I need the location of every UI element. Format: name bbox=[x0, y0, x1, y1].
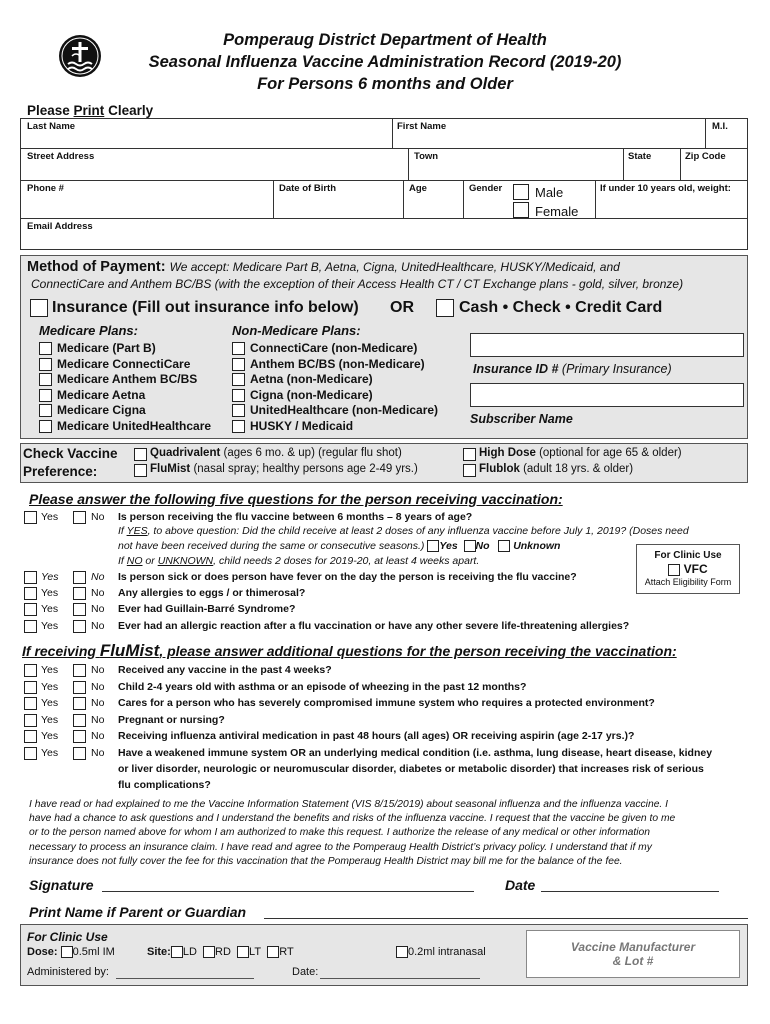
flumist-yes-label: Yes bbox=[41, 747, 59, 759]
clinic-date-label: Date: bbox=[292, 966, 319, 978]
flumist-no-label: No bbox=[91, 714, 105, 726]
flumist-yes-checkbox[interactable] bbox=[24, 714, 37, 727]
female-label: Female bbox=[535, 204, 579, 219]
flumist-yes-checkbox[interactable] bbox=[24, 664, 37, 677]
question-text: Is person receiving the flu vaccine between 6 months – 8 years of age? bbox=[118, 511, 473, 523]
non-medicare-plan-checkbox[interactable] bbox=[232, 373, 245, 386]
email-label: Email Address bbox=[27, 221, 93, 232]
medicare-plan-checkbox[interactable] bbox=[39, 373, 52, 386]
print-name-label: Print Name if Parent or Guardian bbox=[29, 904, 247, 920]
last-name-label: Last Name bbox=[27, 121, 76, 132]
flumist-question-text: Cares for a person who has severely compromised immune system who requires a protected environment? bbox=[118, 697, 655, 709]
question-yes-checkbox[interactable] bbox=[24, 511, 37, 524]
weight-field[interactable] bbox=[600, 198, 745, 214]
site-ld-checkbox[interactable] bbox=[171, 946, 183, 958]
medicare-plan-checkbox[interactable] bbox=[39, 389, 52, 402]
male-label: Male bbox=[535, 185, 564, 200]
flublok-label: Flublok (adult 18 yrs. & older) bbox=[479, 463, 634, 475]
doses-yes-checkbox[interactable] bbox=[427, 540, 439, 552]
medicare-plan-label: Medicare ConnectiCare bbox=[57, 356, 191, 371]
state-label: State bbox=[628, 151, 652, 162]
flumist-question-text: flu complications? bbox=[118, 779, 211, 791]
non-medicare-plan-label: Anthem BC/BS (non-Medicare) bbox=[250, 356, 425, 371]
intranasal-checkbox[interactable] bbox=[396, 946, 408, 958]
flublok-checkbox[interactable] bbox=[463, 464, 476, 477]
phone-label: Phone # bbox=[27, 183, 64, 194]
flumist-label: FluMist (nasal spray; healthy persons age 2-49 yrs.) bbox=[150, 463, 418, 475]
signature-label: Signature bbox=[29, 877, 94, 893]
question-yes-checkbox[interactable] bbox=[24, 571, 37, 584]
insurance-id-label: Insurance ID # (Primary Insurance) bbox=[473, 362, 672, 376]
consent-line: or to the person named above for whom I am authorized to make this request. I authorize the release of any medical or other information bbox=[29, 827, 651, 839]
flumist-question-text: Received any vaccine in the past 4 weeks? bbox=[118, 664, 332, 676]
clinic-use-title: For Clinic Use bbox=[654, 550, 722, 561]
flumist-yes-checkbox[interactable] bbox=[24, 681, 37, 694]
manufacturer-line-1: Vaccine Manufacturer bbox=[570, 940, 696, 954]
question-no-label: No bbox=[91, 571, 105, 583]
flumist-no-checkbox[interactable] bbox=[73, 697, 86, 710]
question-no-checkbox[interactable] bbox=[73, 603, 86, 616]
question-text: Ever had Guillain-Barré Syndrome? bbox=[118, 603, 296, 615]
preference-label: Preference: bbox=[23, 464, 98, 479]
question-no-label: No bbox=[91, 511, 105, 523]
cash-checkbox[interactable] bbox=[436, 299, 454, 317]
medicare-plan-checkbox[interactable] bbox=[39, 404, 52, 417]
question-yes-label: Yes bbox=[41, 620, 59, 632]
town-field[interactable] bbox=[414, 163, 619, 177]
question-yes-label: Yes bbox=[41, 587, 59, 599]
state-field[interactable] bbox=[628, 163, 676, 177]
signature-date-field[interactable] bbox=[541, 876, 719, 892]
flumist-checkbox[interactable] bbox=[134, 464, 147, 477]
cash-option-label: Cash • Check • Credit Card bbox=[459, 299, 663, 316]
question-text: Ever had an allergic reaction after a flu vaccination or have any other severe life-threatening allergies? bbox=[118, 620, 630, 632]
date-label: Date bbox=[505, 877, 536, 893]
question-yes-checkbox[interactable] bbox=[24, 587, 37, 600]
insurance-checkbox[interactable] bbox=[30, 299, 48, 317]
or-label: OR bbox=[390, 299, 414, 316]
flumist-no-label: No bbox=[91, 681, 105, 693]
dob-label: Date of Birth bbox=[279, 183, 336, 194]
non-medicare-plan-label: HUSKY / Medicaid bbox=[250, 418, 354, 433]
flumist-questions-heading: If receiving FluMist, please answer additional questions for the person receiving the vaccination: bbox=[22, 641, 677, 660]
zip-code-label: Zip Code bbox=[685, 151, 726, 162]
first-name-label: First Name bbox=[397, 121, 447, 132]
high-dose-label: High Dose (optional for age 65 & older) bbox=[479, 447, 682, 459]
question-no-checkbox[interactable] bbox=[73, 571, 86, 584]
question-no-label: No bbox=[91, 603, 105, 615]
non-medicare-plan-label: Cigna (non-Medicare) bbox=[250, 387, 373, 402]
question-text: Is person sick or does person have fever on the day the person is receiving the flu vaccine? bbox=[118, 571, 577, 583]
doses-no-checkbox[interactable] bbox=[464, 540, 476, 552]
consent-line: have had a chance to ask questions and I understand the benefits and risks of the influenza vaccine. I request that the vaccine be given to me bbox=[29, 813, 676, 825]
flumist-question-text: Have a weakened immune system OR an underlying medical condition (i.e. asthma, lung disease, heart disease, kidney bbox=[118, 747, 713, 759]
non-medicare-plan-checkbox[interactable] bbox=[232, 420, 245, 433]
question-no-checkbox[interactable] bbox=[73, 511, 86, 524]
consent-line: I have read or had explained to me the Vaccine Information Statement (VIS 8/15/2019) about seasonal influenza and the influenza vaccine. I bbox=[29, 799, 669, 810]
flumist-yes-label: Yes bbox=[41, 730, 59, 742]
street-address-field[interactable] bbox=[27, 163, 402, 177]
flumist-no-checkbox[interactable] bbox=[73, 714, 86, 727]
question-yes-checkbox[interactable] bbox=[24, 603, 37, 616]
male-checkbox[interactable] bbox=[513, 184, 529, 200]
medicare-plan-label: Medicare Cigna bbox=[57, 403, 146, 417]
flumist-yes-checkbox[interactable] bbox=[24, 730, 37, 743]
signature-field[interactable] bbox=[102, 876, 474, 892]
high-dose-checkbox[interactable] bbox=[463, 448, 476, 461]
question-no-label: No bbox=[91, 587, 105, 599]
medicare-plan-label: Medicare Anthem BC/BS bbox=[57, 372, 198, 386]
question-yes-label: Yes bbox=[41, 511, 59, 523]
payment-accept-line-2: ConnectiCare and Anthem BC/BS (with the exception of their Access Health CT / CT Exchange plans - gold, silver, bronze) bbox=[31, 277, 684, 291]
subscriber-name-label: Subscriber Name bbox=[470, 412, 573, 426]
sub-question-line-3: If NO or UNKNOWN, child needs 2 doses for 2019-20, at least 4 weeks apart. bbox=[118, 555, 480, 567]
title-line-1: Pomperaug District Department of Health bbox=[223, 31, 547, 49]
flumist-no-checkbox[interactable] bbox=[73, 730, 86, 743]
vaccine-manufacturer-box[interactable] bbox=[526, 930, 740, 978]
non-medicare-plan-checkbox[interactable] bbox=[232, 389, 245, 402]
last-name-field[interactable] bbox=[27, 132, 387, 146]
flumist-no-checkbox[interactable] bbox=[73, 681, 86, 694]
site-rt-checkbox[interactable] bbox=[267, 946, 279, 958]
question-no-checkbox[interactable] bbox=[73, 620, 86, 633]
payment-heading: Method of Payment: We accept: Medicare Part B, Aetna, Cigna, UnitedHealthcare, HUSKY/Medicaid, and bbox=[27, 259, 620, 275]
flumist-question-text: Receiving influenza antiviral medication in past 48 hours (all ages) OR receiving aspirin (age 2-17 yrs.)? bbox=[118, 730, 635, 742]
flumist-yes-checkbox[interactable] bbox=[24, 747, 37, 760]
site-lt-checkbox[interactable] bbox=[237, 946, 249, 958]
insurance-option-label: Insurance (Fill out insurance info below) bbox=[52, 299, 359, 316]
dose-row: Dose: 0.5ml IM bbox=[27, 946, 115, 958]
mi-field[interactable] bbox=[710, 132, 744, 146]
non-medicare-plan-label: UnitedHealthcare (non-Medicare) bbox=[250, 403, 439, 417]
non-medicare-plan-checkbox[interactable] bbox=[232, 358, 245, 371]
flumist-no-label: No bbox=[91, 697, 105, 709]
flumist-question-text: Pregnant or nursing? bbox=[118, 714, 225, 726]
site-rd-checkbox[interactable] bbox=[203, 946, 215, 958]
flumist-question-text: Child 2-4 years old with asthma or an episode of wheezing in the past 12 months? bbox=[118, 681, 527, 693]
medicare-plan-label: Medicare UnitedHealthcare bbox=[57, 418, 212, 433]
administered-by-label: Administered by: bbox=[27, 966, 109, 978]
medicare-plan-checkbox[interactable] bbox=[39, 420, 52, 433]
medicare-plan-label: Medicare Aetna bbox=[57, 387, 146, 402]
non-medicare-plan-label: Aetna (non-Medicare) bbox=[250, 372, 373, 386]
gender-label: Gender bbox=[469, 183, 503, 194]
medicare-plan-checkbox[interactable] bbox=[39, 342, 52, 355]
email-field[interactable] bbox=[27, 233, 742, 247]
medicare-plan-label: Medicare (Part B) bbox=[57, 341, 156, 355]
zip-code-field[interactable] bbox=[685, 163, 745, 177]
flumist-yes-label: Yes bbox=[41, 664, 59, 676]
questions-heading: Please answer the following five questions for the person receiving vaccination: bbox=[29, 491, 563, 507]
print-name-field[interactable] bbox=[264, 903, 748, 919]
quadrivalent-label: Quadrivalent (ages 6 mo. & up) (regular flu shot) bbox=[150, 447, 402, 459]
medicare-plan-checkbox[interactable] bbox=[39, 358, 52, 371]
flumist-yes-label: Yes bbox=[41, 714, 59, 726]
clinic-date-field[interactable] bbox=[320, 966, 480, 979]
dob-field[interactable] bbox=[279, 198, 399, 214]
vfc-row: VFC bbox=[637, 562, 739, 576]
mi-label: M.I. bbox=[712, 121, 728, 132]
non-medicare-plans-heading: Non-Medicare Plans: bbox=[232, 323, 361, 338]
clinic-use-vfc-box bbox=[636, 544, 740, 594]
title-line-3: For Persons 6 months and Older bbox=[257, 75, 513, 93]
question-yes-checkbox[interactable] bbox=[24, 620, 37, 633]
administered-by-field[interactable] bbox=[116, 966, 254, 979]
doses-unknown-checkbox[interactable] bbox=[498, 540, 510, 552]
flumist-yes-label: Yes bbox=[41, 697, 59, 709]
check-vaccine-label: Check Vaccine bbox=[23, 446, 118, 461]
non-medicare-plan-checkbox[interactable] bbox=[232, 342, 245, 355]
sub-question-line-2: not have been received during the same or consecutive seasons.) Yes No Unknown bbox=[118, 540, 561, 552]
insurance-id-field[interactable] bbox=[470, 333, 744, 357]
town-label: Town bbox=[414, 151, 439, 162]
female-checkbox[interactable] bbox=[513, 202, 529, 218]
clinic-use-heading: For Clinic Use bbox=[27, 930, 108, 944]
sub-question-line-1: If YES, to above question: Did the child receive at least 2 doses of any influenza vaccine before July 1, 2019? (Doses need bbox=[118, 525, 689, 537]
consent-line: insurance does not fully cover the fee for this vaccination that the Pomperaug Health District may bill me for the balance of the fee. bbox=[29, 855, 623, 867]
street-address-label: Street Address bbox=[27, 151, 95, 162]
flumist-question-text: or liver disorder, neurologic or neuromuscular disorder, diabetes or metabolic disorder) that increases risk of serious bbox=[118, 763, 704, 775]
flumist-no-label: No bbox=[91, 747, 105, 759]
intranasal-row: 0.2ml intranasal bbox=[396, 946, 486, 958]
flumist-yes-label: Yes bbox=[41, 681, 59, 693]
age-field[interactable] bbox=[409, 198, 459, 214]
question-no-label: No bbox=[91, 620, 105, 632]
non-medicare-plan-checkbox[interactable] bbox=[232, 404, 245, 417]
consent-line: necessary to process an insurance claim. I have read and agree to the Pomperaug Health District’s privacy policy. I understand that if my bbox=[29, 841, 652, 853]
attach-eligibility-label: Attach Eligibility Form bbox=[644, 577, 732, 587]
flumist-no-label: No bbox=[91, 664, 105, 676]
question-text: Any allergies to eggs / or thimerosal? bbox=[118, 587, 306, 599]
non-medicare-plan-label: ConnectiCare (non-Medicare) bbox=[250, 341, 418, 355]
flumist-no-checkbox[interactable] bbox=[73, 747, 86, 760]
dose-im-checkbox[interactable] bbox=[61, 946, 73, 958]
flumist-yes-checkbox[interactable] bbox=[24, 697, 37, 710]
phone-field[interactable] bbox=[27, 198, 267, 214]
vfc-checkbox[interactable] bbox=[668, 564, 680, 576]
flumist-no-checkbox[interactable] bbox=[73, 664, 86, 677]
subscriber-name-field[interactable] bbox=[470, 383, 744, 407]
site-row: Site: LD RD LT RT bbox=[147, 946, 294, 958]
quadrivalent-checkbox[interactable] bbox=[134, 448, 147, 461]
question-yes-label: Yes bbox=[41, 603, 59, 615]
title-line-2: Seasonal Influenza Vaccine Administration Record (2019-20) bbox=[148, 53, 622, 71]
flumist-no-label: No bbox=[91, 730, 105, 742]
first-name-field[interactable] bbox=[397, 132, 697, 146]
please-print-clearly: Please Print Clearly bbox=[27, 103, 154, 118]
weight-label: If under 10 years old, weight: bbox=[600, 183, 731, 194]
question-no-checkbox[interactable] bbox=[73, 587, 86, 600]
medicare-plans-heading: Medicare Plans: bbox=[39, 323, 138, 338]
manufacturer-line-2: & Lot # bbox=[612, 954, 654, 968]
question-yes-label: Yes bbox=[41, 571, 59, 583]
age-label: Age bbox=[409, 183, 427, 194]
